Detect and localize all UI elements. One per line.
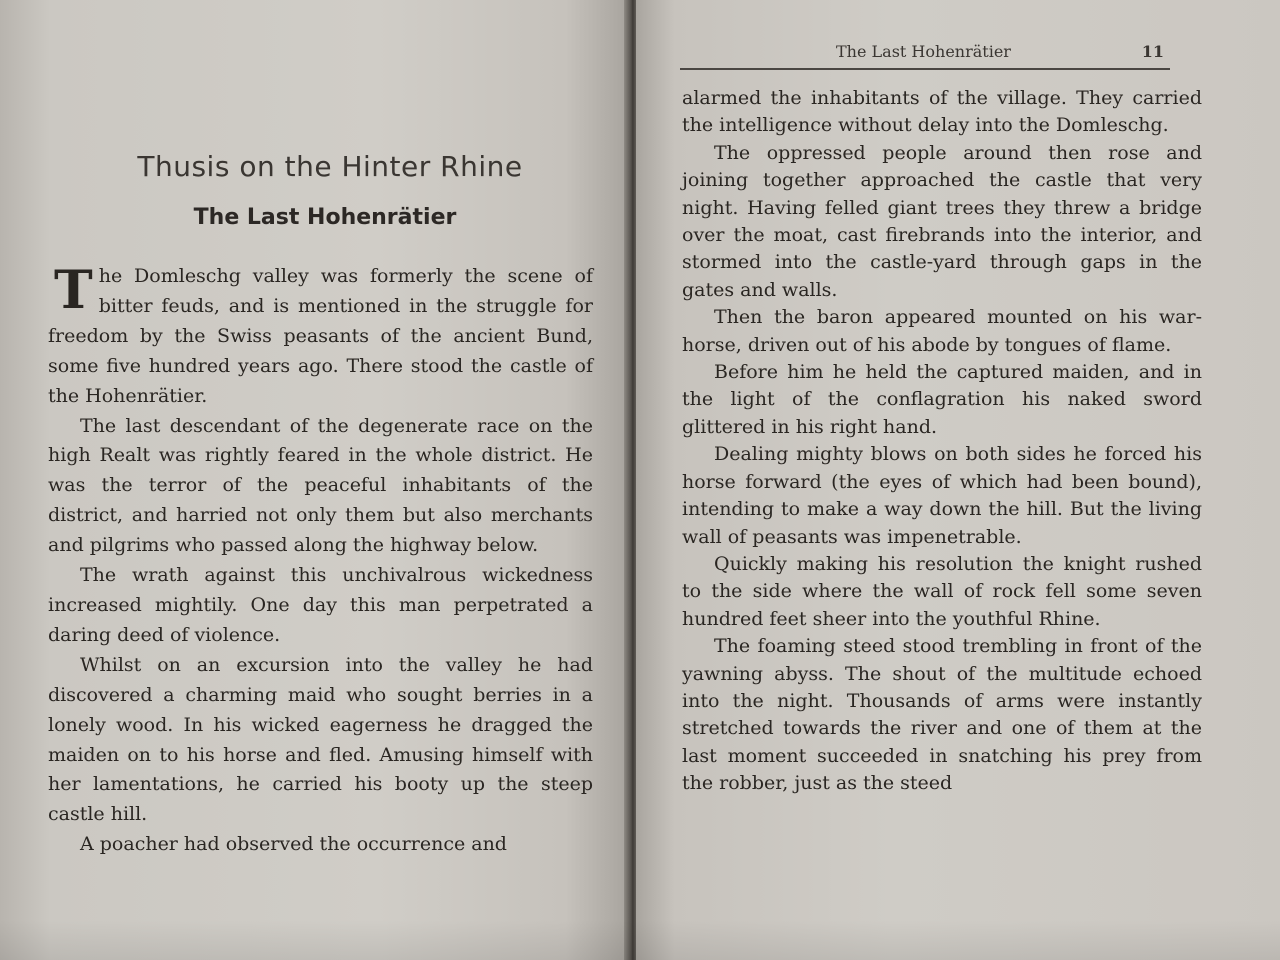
chapter-title: Thusis on the Hinter Rhine [137, 150, 523, 183]
running-title: The Last Hohenrätier [836, 42, 1011, 61]
page-number: 11 [1141, 42, 1164, 61]
paragraph: The last descendant of the degenerate race on the high Realt was rightly feared in the whole district. He was the terror of the peaceful inhabitants of the district, and harried not only them but also merchants and pilgrims who passed along the highway below. [48, 414, 593, 557]
paragraph: Whilst on an excursion into the valley he had discovered a charming maid who sought berries in a lonely wood. In his wicked eagerness he dragged the maiden on to his horse and fled. Amusing himself with her lamentations, he carried his booty up the steep castle hill. [48, 653, 593, 826]
paragraph: The foaming steed stood trembling in front of the yawning abyss. The shout of the multitude echoed into the night. Thousands of arms were instantly stretched towards the river and one of them at the last moment succeeded in snatching his prey from the robber, just as the steed [682, 635, 1202, 795]
paragraph: The oppressed people around then rose and joining together approached the castle that very night. Having felled giant trees they threw a bridge over the moat, cast firebrands into the interior, and stormed into the castle-yard through gaps in the gates and walls. [682, 141, 1202, 301]
page-shadow [0, 920, 1280, 960]
paragraph-text: he Domleschg valley was formerly the scene of bitter feuds, and is mentioned in the struggle for freedom by the Swiss peasants of the ancient Bund, some five hundred years ago. There stood the castle of the Hohenrätier. [48, 265, 593, 407]
paragraph [48, 262, 593, 412]
paragraph: Dealing mighty blows on both sides he forced his horse forward (the eyes of which had been bound), intending to make a way down the hill. But the living wall of peasants was impenetrable. [682, 443, 1202, 548]
left-page-body [48, 262, 593, 860]
left-page [0, 0, 628, 960]
running-header [680, 38, 1170, 70]
paragraph: Then the baron appeared mounted on his war-horse, driven out of his abode by tongues of flame. [682, 306, 1202, 356]
paragraph: alarmed the inhabitants of the village. They carried the intelligence without delay into the Domleschg. [682, 87, 1202, 137]
paragraph: Quickly making his resolution the knight rushed to the side where the wall of rock fell some seven hundred feet sheer into the youthful Rhine. [682, 552, 1202, 630]
paragraph: The wrath against this unchivalrous wickedness increased mightily. One day this man perpetrated a daring deed of violence. [48, 564, 593, 646]
paragraph: A poacher had observed the occurrence and [80, 833, 507, 856]
drop-cap: T [54, 260, 93, 321]
right-page-body [682, 85, 1202, 798]
section-title: The Last Hohenrätier [193, 205, 457, 230]
paragraph: Before him he held the captured maiden, and in the light of the conflagration his naked sword glittered in his right hand. [682, 361, 1202, 438]
